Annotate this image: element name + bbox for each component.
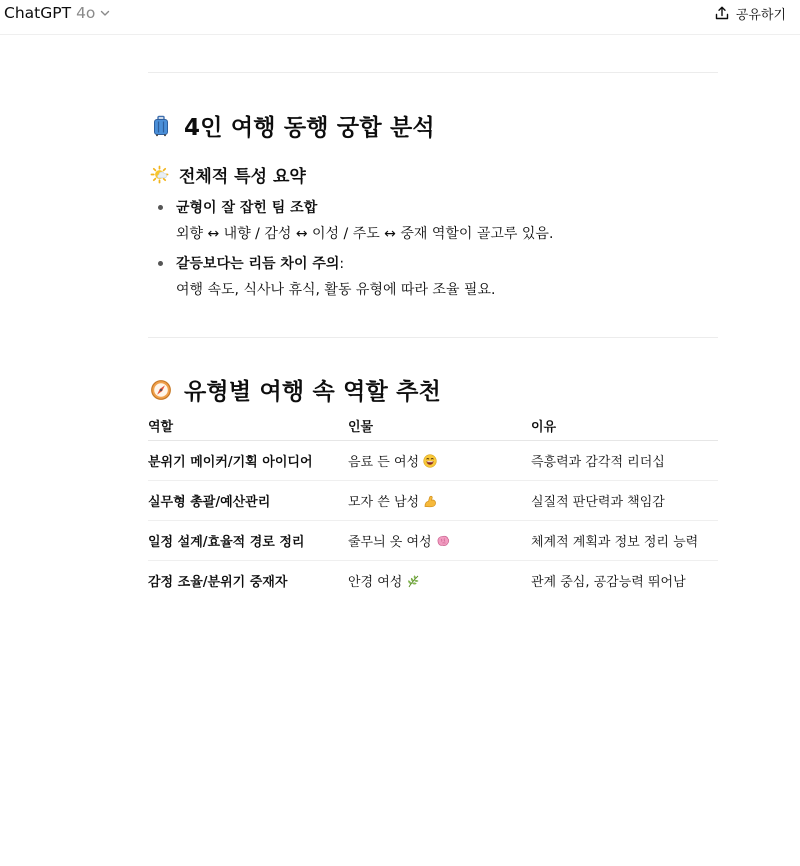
flexed-arm-icon [423,494,437,508]
luggage-icon [150,115,172,137]
divider [148,72,718,73]
bullet-title-suffix: : [339,256,345,272]
column-header-reason: 이유 [531,410,718,441]
top-bar [0,0,800,35]
column-header-person: 인물 [348,410,531,441]
share-label: 공유하기 [735,7,786,23]
table-row [148,441,718,481]
sun-icon [150,165,169,184]
table-row [148,481,718,521]
table-header-row [148,410,718,441]
brain-icon [436,534,450,548]
role-cell: 실무형 총괄/예산관리 [148,481,348,521]
section-title-text: 유형별 여행 속 역할 추천 [184,379,442,405]
person-cell [348,521,531,561]
person-text: 안경 여성 [348,575,403,590]
reason-cell: 즉흥력과 감각적 리더십 [531,441,718,481]
share-button[interactable] [714,2,786,24]
subsection-title-text: 전체적 특성 요약 [179,167,306,187]
role-cell: 일정 설계/효율적 경로 정리 [148,521,348,561]
reason-cell: 관계 중심, 공감능력 뛰어남 [531,575,686,590]
chevron-down-icon [100,8,110,18]
herb-icon [406,574,420,588]
reason-cell: 체계적 계획과 정보 정리 능력 [531,521,718,561]
reason-cell: 실질적 판단력과 책임감 [531,481,718,521]
table-row [148,521,718,561]
bullet-dot [158,261,163,266]
section-title-compatibility [150,109,435,142]
role-cell: 분위기 메이커/기획 아이디어 [148,441,348,481]
table-row [148,561,718,601]
bullet-title: 갈등보다는 리듬 차이 주의 [176,256,340,272]
roles-table [148,410,718,600]
section-title-roles [150,373,441,406]
model-selector[interactable] [4,2,110,24]
bullet-dot [158,205,163,210]
list-item [176,251,495,303]
list-item [176,195,553,247]
bullet-body: 여행 속도, 식사나 휴식, 활동 유형에 따라 조율 필요. [176,282,496,298]
grinning-face-icon [423,454,437,468]
subsection-title-summary [150,162,306,187]
compass-icon [150,379,172,401]
person-text: 줄무늬 옷 여성 [348,535,432,550]
model-name: ChatGPT [4,4,72,22]
person-text: 음료 든 여성 [348,455,420,470]
person-cell [348,441,531,481]
bullet-body: 외향 ↔ 내향 / 감성 ↔ 이성 / 주도 ↔ 중재 역할이 골고루 있음. [176,226,554,242]
model-version: 4o [76,4,96,22]
section-title-text: 4인 여행 동행 궁합 분석 [184,115,435,141]
divider [148,337,718,338]
person-cell [348,481,531,521]
person-text: 모자 쓴 남성 [348,495,420,510]
role-cell: 감정 조율/분위기 중재자 [148,575,288,590]
bullet-title: 균형이 잘 잡힌 팀 조합 [176,200,318,216]
person-cell [348,561,531,601]
column-header-role: 역할 [148,410,348,441]
share-icon [714,5,730,21]
